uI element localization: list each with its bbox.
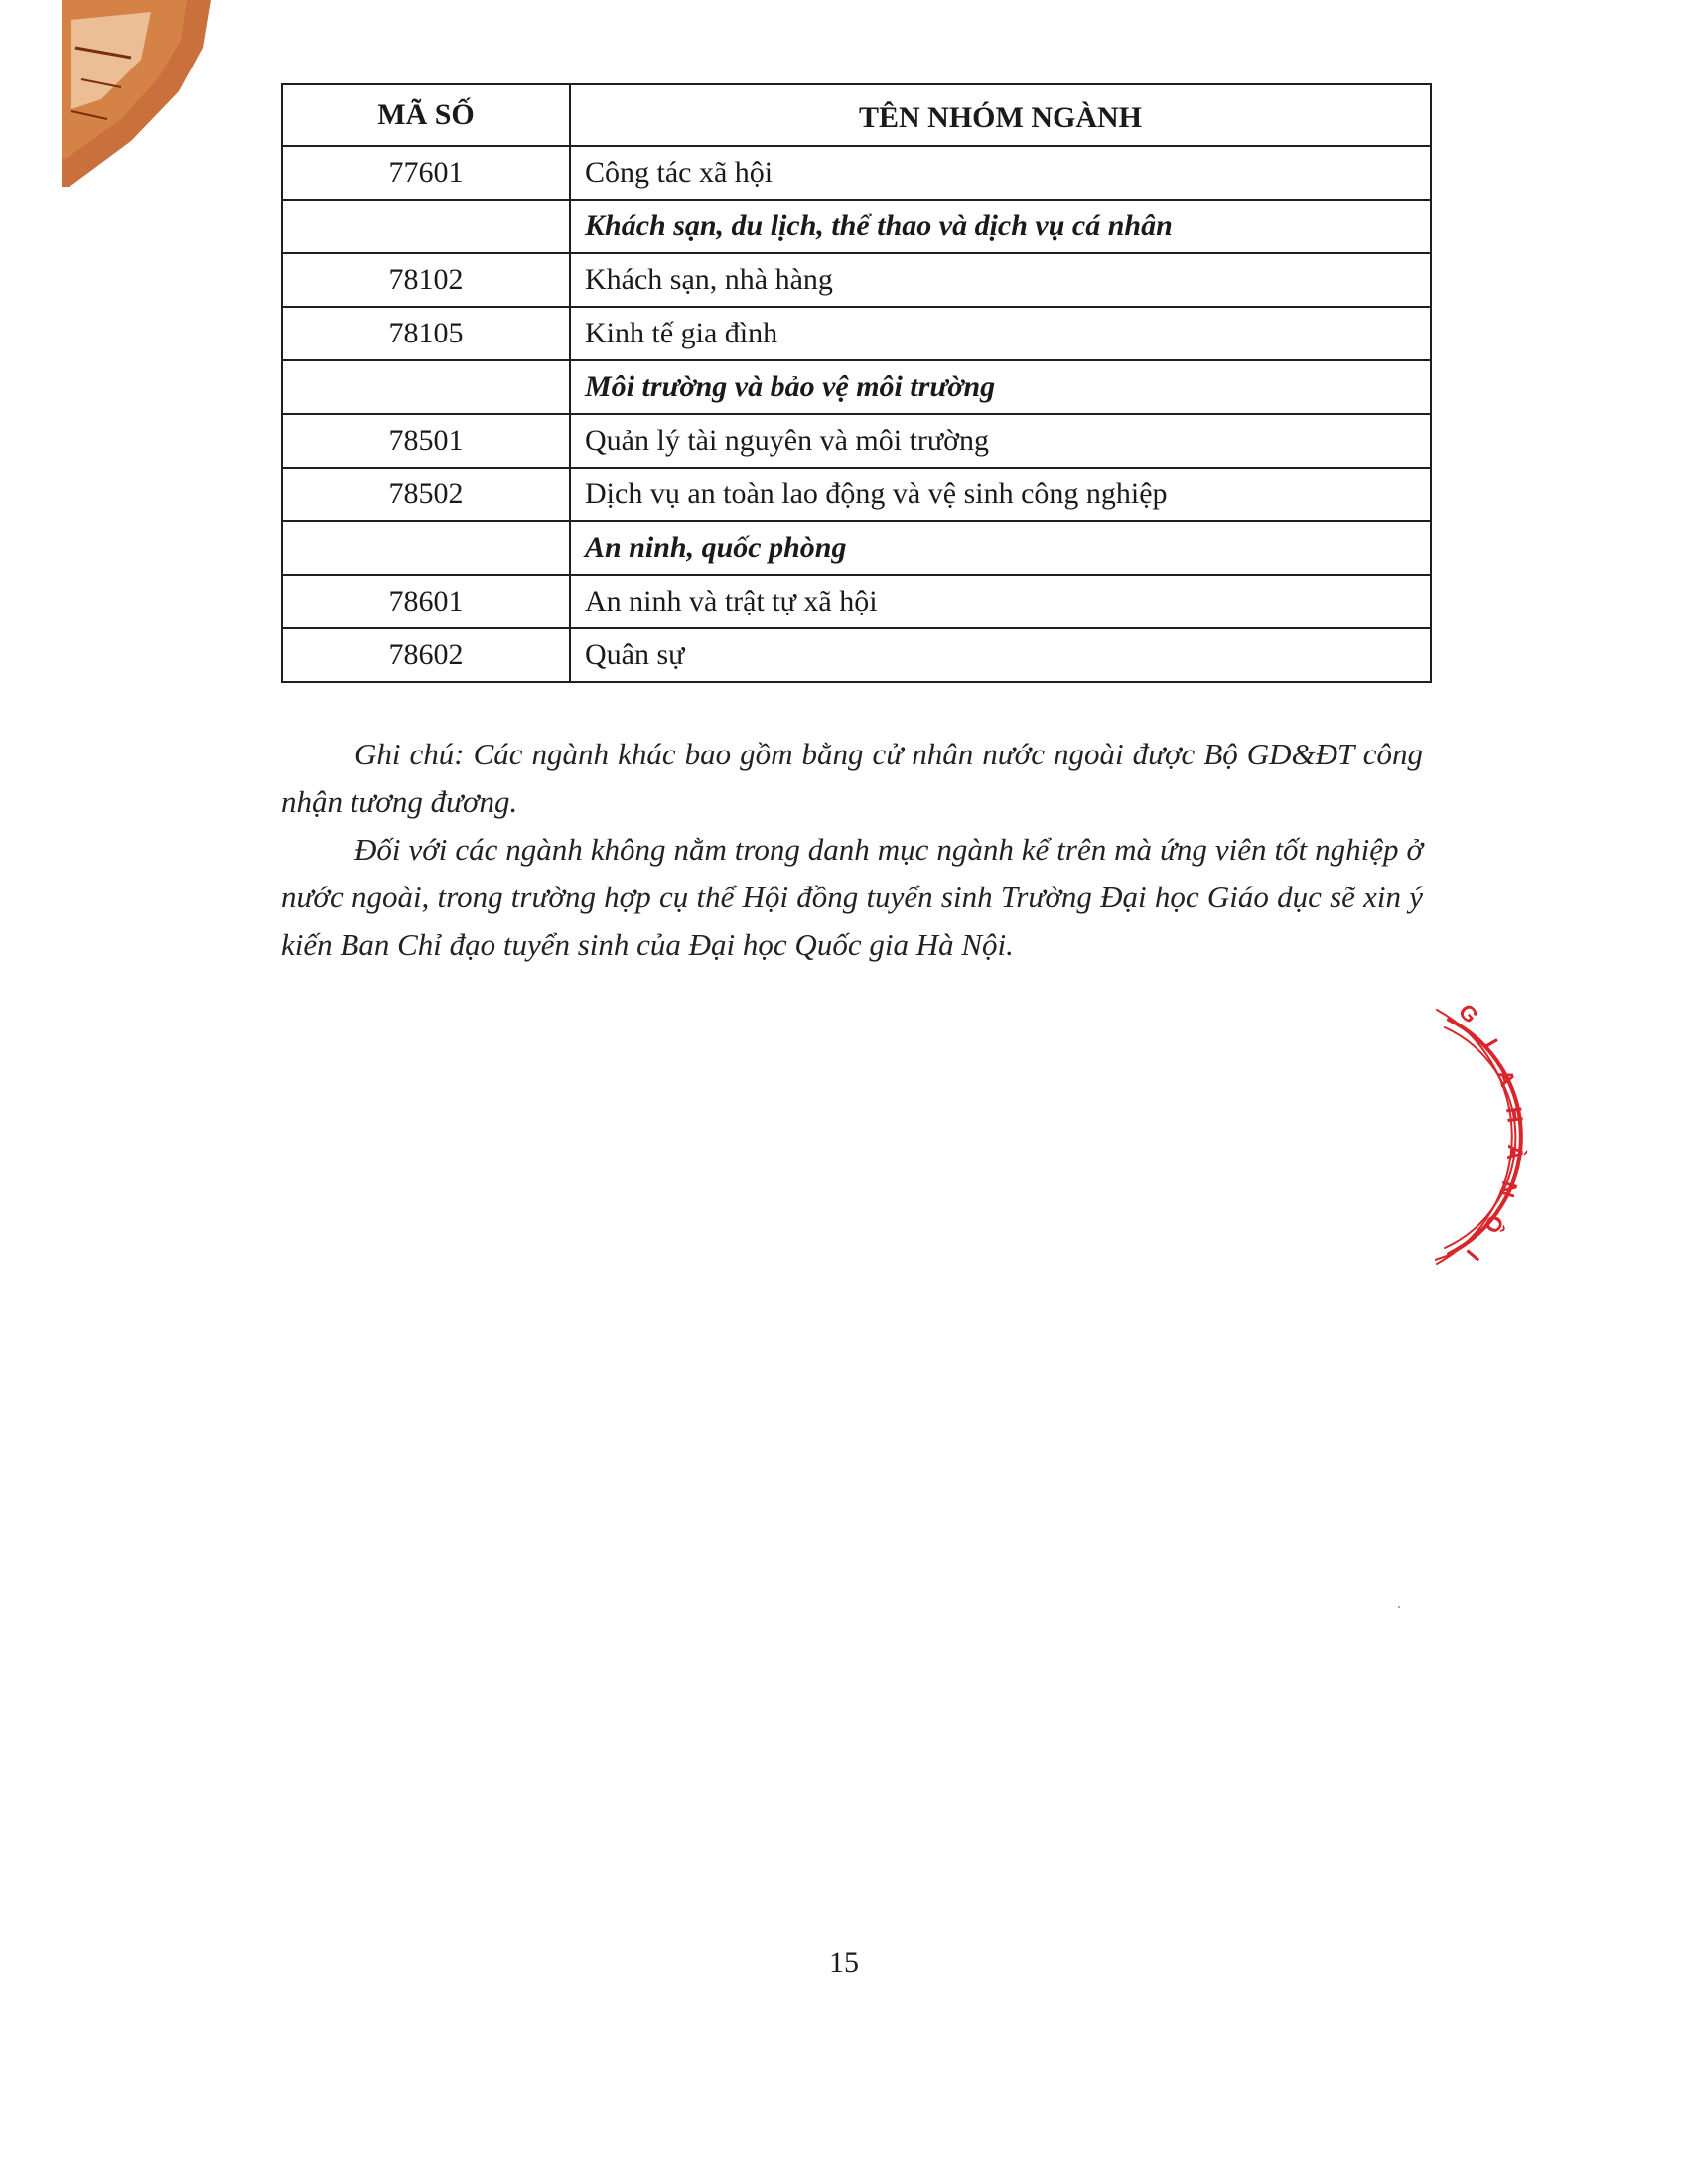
table-row: [282, 414, 1431, 468]
seal-letter: G: [1453, 999, 1483, 1028]
seal-letter: A: [1491, 1066, 1521, 1090]
major-code: 77601: [282, 146, 570, 200]
table-row: [282, 253, 1431, 307]
official-seal: [1435, 998, 1564, 1271]
major-code: [282, 200, 570, 253]
major-name: Kinh tế gia đình: [570, 307, 1431, 360]
corner-seal-fragment: [62, 0, 211, 189]
column-header-code: MÃ SỐ: [282, 84, 570, 146]
seal-letter: Ộ: [1478, 1210, 1509, 1238]
seal-letter: H: [1501, 1105, 1528, 1125]
table-row: [282, 628, 1431, 682]
major-name: Khách sạn, nhà hàng: [570, 253, 1431, 307]
major-name: Quân sự: [570, 628, 1431, 682]
page-number: 15: [829, 1946, 859, 1979]
table-row: [282, 468, 1431, 521]
seal-letter: À: [1501, 1143, 1529, 1161]
major-name: An ninh và trật tự xã hội: [570, 575, 1431, 628]
major-code: [282, 360, 570, 414]
major-code: 78601: [282, 575, 570, 628]
notes-section: [281, 731, 1423, 969]
major-code: 78502: [282, 468, 570, 521]
group-name: Khách sạn, du lịch, thể thao và dịch vụ cá nhân: [570, 200, 1431, 253]
table-row: [282, 575, 1431, 628]
major-code: 78105: [282, 307, 570, 360]
table-group-row: [282, 521, 1431, 575]
seal-letter: I: [1461, 1245, 1484, 1266]
seal-letter: N: [1493, 1177, 1523, 1201]
table-group-row: [282, 360, 1431, 414]
majors-table-container: [281, 83, 1430, 683]
major-name: Dịch vụ an toàn lao động và vệ sinh công nghiệp: [570, 468, 1431, 521]
table-row: [282, 307, 1431, 360]
table-row: [282, 146, 1431, 200]
major-code: 78102: [282, 253, 570, 307]
scan-speck: [1398, 1606, 1400, 1608]
table-header-row: [282, 84, 1431, 146]
major-name: Công tác xã hội: [570, 146, 1431, 200]
note-paragraph: Đối với các ngành không nằm trong danh mục ngành kể trên mà ứng viên tốt nghiệp ở nước ngoài, trong trường hợp cụ thể Hội đồng tuyển sinh Trường Đại học Giáo dục sẽ xin ý kiến Ban Chỉ đạo tuyển sinh của Đại học Quốc gia Hà Nội.: [281, 832, 1423, 962]
seal-letter: I: [1478, 1034, 1503, 1053]
group-name: An ninh, quốc phòng: [570, 521, 1431, 575]
column-header-name: TÊN NHÓM NGÀNH: [570, 84, 1431, 146]
note-paragraph: Ghi chú: Các ngành khác bao gồm bằng cử nhân nước ngoài được Bộ GD&ĐT công nhận tương đương.: [281, 737, 1423, 819]
major-code: [282, 521, 570, 575]
major-code: 78602: [282, 628, 570, 682]
major-code: 78501: [282, 414, 570, 468]
majors-table: [281, 83, 1432, 683]
major-name: Quản lý tài nguyên và môi trường: [570, 414, 1431, 468]
table-group-row: [282, 200, 1431, 253]
group-name: Môi trường và bảo vệ môi trường: [570, 360, 1431, 414]
